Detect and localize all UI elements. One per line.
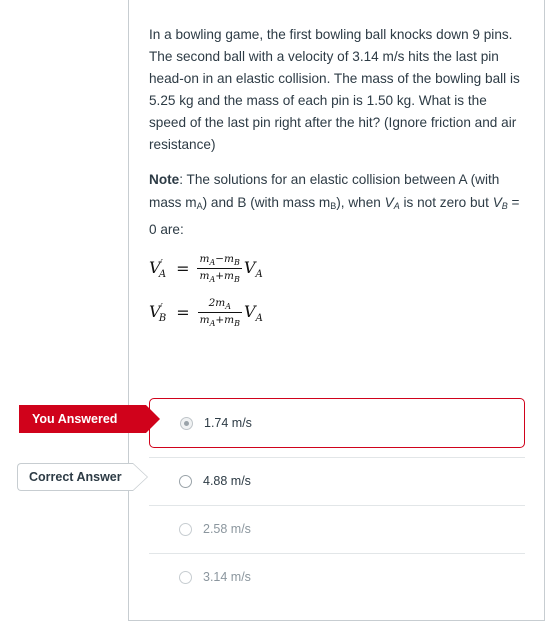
formula-lhs: $V'_B$ bbox=[149, 301, 167, 324]
note-part: = 0 are: bbox=[149, 195, 520, 237]
formula-va-prime bbox=[149, 253, 263, 284]
formula-rhs: $V_A$ bbox=[243, 257, 263, 280]
fraction-denominator: $m_A+m_B$ bbox=[199, 314, 241, 329]
fraction-numerator: $m_A-m_B$ bbox=[199, 253, 240, 268]
formula-lhs: $V'_A$ bbox=[149, 257, 167, 280]
answer-text: 2.58 m/s bbox=[203, 522, 251, 536]
note-part: ), when bbox=[336, 195, 385, 210]
question-panel bbox=[128, 0, 545, 621]
you-answered-tag bbox=[19, 405, 146, 433]
question-text: In a bowling game, the first bowling ball knocks down 9 pins. The second ball with a velocity of 3.14 m/s hits the last pin head-on in an elastic collision. The mass of the bowling ball is 5.25 kg and the mass of each pin is 1.50 kg. What is the speed of the last pin right after the hit? (Ignore friction and air resistance) bbox=[149, 27, 520, 152]
answer-text: 3.14 m/s bbox=[203, 570, 251, 584]
note-text bbox=[149, 168, 529, 241]
fraction bbox=[197, 253, 241, 284]
you-answered-label: You Answered bbox=[32, 412, 118, 426]
radio-icon[interactable] bbox=[179, 523, 192, 536]
answer-option-correct[interactable] bbox=[149, 457, 525, 505]
correct-answer-tag bbox=[17, 463, 133, 491]
answer-option[interactable] bbox=[149, 505, 525, 553]
equals-sign: = bbox=[176, 259, 190, 279]
note-sub: B bbox=[330, 201, 337, 211]
formula-rhs: $V_A$ bbox=[244, 301, 263, 324]
note-sub: B bbox=[501, 201, 508, 211]
fraction-numerator: $2m_A$ bbox=[208, 297, 232, 312]
answer-text: 4.88 m/s bbox=[203, 474, 251, 488]
note-label: Note bbox=[149, 172, 180, 187]
note-sub: A bbox=[196, 201, 203, 211]
radio-icon[interactable] bbox=[180, 417, 193, 430]
answer-text: 1.74 m/s bbox=[204, 416, 252, 430]
note-var: V bbox=[492, 195, 502, 210]
formula-vb-prime bbox=[149, 297, 263, 328]
note-var: V bbox=[384, 195, 394, 210]
note-sub: A bbox=[393, 201, 400, 211]
correct-answer-label: Correct Answer bbox=[29, 470, 122, 484]
answer-option-selected[interactable] bbox=[149, 398, 525, 448]
radio-icon[interactable] bbox=[179, 475, 192, 488]
note-part: is not zero but bbox=[399, 195, 493, 210]
fraction bbox=[198, 297, 242, 328]
radio-icon[interactable] bbox=[179, 571, 192, 584]
note-part: ) and B (with mass m bbox=[202, 195, 331, 210]
equals-sign: = bbox=[176, 303, 190, 323]
answer-option[interactable] bbox=[149, 553, 525, 601]
note-part: : The solutions for an elastic collision between A (with mass m bbox=[149, 172, 500, 210]
fraction-denominator: $m_A+m_B$ bbox=[199, 270, 240, 285]
